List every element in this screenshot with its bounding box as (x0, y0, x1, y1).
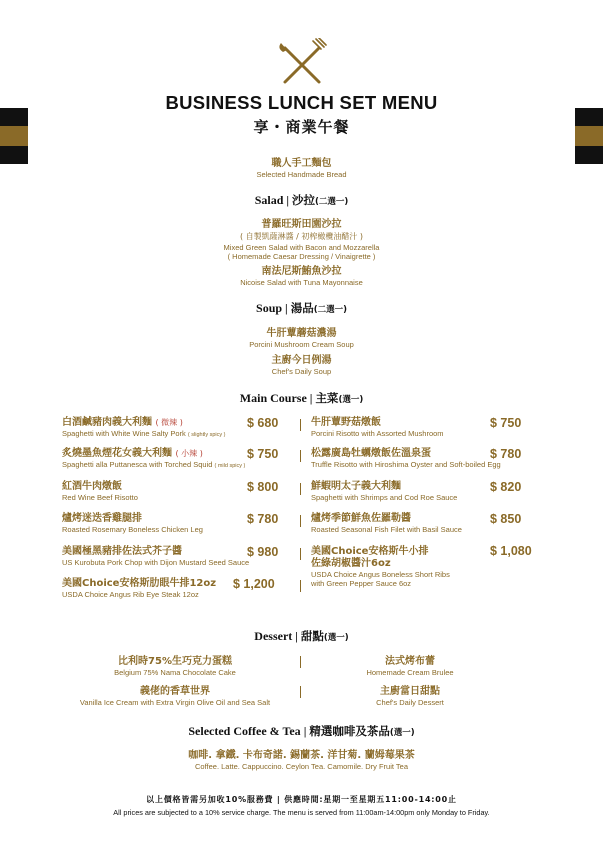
main-left-item-3 (62, 481, 138, 502)
main-separator-6 (300, 580, 301, 592)
salad-choice: (二選一) (315, 197, 349, 207)
soup-title-zh: 湯品 (290, 301, 314, 315)
main-r5-zh: 美國Choice安格斯牛小排 (311, 546, 429, 557)
dessert-title-zh: 甜點 (300, 629, 324, 643)
main-l1-en: Spaghetti with White Wine Salty Pork (62, 429, 186, 438)
dessert-right-item-2 (310, 686, 510, 707)
dessert-separator-1 (300, 656, 301, 668)
main-r2-en: Truffle Risotto with Hiroshima Oyster and Soft-boiled Egg (311, 460, 501, 469)
bread-zh: 職人手工麵包 (271, 158, 332, 169)
dessert-choice: (選一) (323, 633, 349, 643)
main-r3-en: Spaghetti with Shrimps and Cod Roe Sauce (311, 493, 458, 502)
bread-en: Selected Handmade Bread (256, 170, 347, 179)
salad-1-en: Mixed Green Salad with Bacon and Mozzarella (223, 243, 380, 252)
main-r5-price: $ 1,080 (490, 544, 532, 558)
salad-item-2 (0, 266, 603, 287)
dessert-r1-zh: 法式烤布蕾 (385, 656, 435, 667)
main-l3-zh: 紅酒牛肉燉飯 (62, 481, 122, 492)
main-l4-en: Roasted Rosemary Boneless Chicken Leg (62, 525, 203, 534)
soup-1-en: Porcini Mushroom Cream Soup (249, 340, 354, 349)
main-l5-price: $ 980 (247, 545, 279, 559)
salad-2-en: Nicoise Salad with Tuna Mayonnaise (240, 278, 363, 287)
main-left-item-1 (62, 417, 226, 440)
main-left-item-5 (62, 546, 249, 567)
main-right-item-5 (311, 546, 450, 588)
main-r5-en: USDA Choice Angus Boneless Short Ribs (311, 570, 450, 579)
main-r2-zh: 松露廣島牡蠣燉飯佐溫泉蛋 (311, 448, 431, 459)
salad-1-zh: 普羅旺斯田園沙拉 (261, 219, 342, 230)
main-heading: Main Course | 主菜(選一) (239, 391, 364, 405)
main-l6-zh: 美國Choice安格斯肋眼牛排12oz (62, 578, 217, 589)
main-separator-4 (300, 515, 301, 527)
soup-item-1 (0, 328, 603, 349)
main-l1-zh: 白酒鹹豬肉義大利麵 (62, 417, 152, 428)
main-r4-zh: 爐烤季節鮮魚佐羅勒醬 (311, 513, 411, 524)
menu-title-en: BUSINESS LUNCH SET MENU (165, 92, 438, 113)
main-separator-5 (300, 548, 301, 560)
crossed-fork-knife-icon (275, 38, 329, 86)
coffee-title-en: Selected Coffee & Tea (188, 724, 301, 738)
main-right-item-1 (311, 417, 444, 438)
main-separator-2 (300, 450, 301, 462)
coffee-choice: (選一) (389, 728, 415, 738)
dessert-r2-zh: 主廚當日甜點 (380, 686, 440, 697)
coffee-title-zh: 精選咖啡及茶品 (309, 724, 390, 738)
salad-title-zh: 沙拉 (292, 193, 316, 207)
menu-title-zh: 享・商業午餐 (253, 118, 350, 136)
dessert-r2-en: Chef's Daily Dessert (376, 698, 444, 707)
main-r5-zh2: 佐綠胡椒醬汁6oz (311, 558, 391, 569)
salad-title-en: Salad (254, 193, 284, 207)
dessert-right-item-1 (310, 656, 510, 677)
main-l1-price: $ 680 (247, 416, 279, 430)
main-l2-en: Spaghetti alla Puttanesca with Torched Squid (62, 460, 213, 469)
dessert-l1-zh: 比利時75%生巧克力蛋糕 (118, 656, 232, 667)
main-l5-en: US Kurobuta Pork Chop with Dijon Mustard Seed Sauce (62, 558, 250, 567)
dessert-r1-en: Homemade Cream Brulee (366, 668, 454, 677)
salad-heading: Salad | 沙拉(二選一) (254, 193, 349, 207)
main-l4-price: $ 780 (247, 512, 279, 526)
coffee-heading: Selected Coffee & Tea | 精選咖啡及茶品(選一) (188, 724, 415, 738)
soup-choice: (二選一) (313, 305, 347, 315)
main-l2-note: ( mild spicy ) (214, 463, 246, 469)
main-r4-en: Roasted Seasonal Fish Filet with Basil Sauce (311, 525, 462, 534)
coffee-item (0, 750, 603, 771)
footer-en: All prices are subjected to a 10% service charge. The menu is served from 11:00am-14:00pm only Monday to Friday. (113, 808, 490, 817)
soup-item-2 (0, 355, 603, 376)
main-title-en: Main Course (239, 391, 307, 405)
main-l6-en: USDA Choice Angus Rib Eye Steak 12oz (62, 590, 199, 599)
coffee-en: Coffee. Latte. Cappuccino. Ceylon Tea. Camomile. Dry Fruit Tea (194, 762, 409, 771)
soup-1-zh: 牛肝蕈蘑菇濃湯 (266, 328, 337, 339)
main-left-item-2 (62, 448, 245, 471)
soup-heading: Soup | 湯品(二選一) (256, 301, 347, 315)
main-left-item-6 (62, 578, 216, 599)
soup-2-en: Chef's Daily Soup (271, 367, 332, 376)
main-r5-en2: with Green Pepper Sauce 6oz (311, 579, 412, 588)
salad-1-en2: ( Homemade Caesar Dressing / Vinaigrette ) (227, 252, 376, 261)
main-l1-note: ( slightly spicy ) (187, 432, 226, 438)
main-l2-zh: 炙燒墨魚煙花女義大利麵 (62, 448, 172, 459)
main-separator-3 (300, 483, 301, 495)
main-r1-en: Porcini Risotto with Assorted Mushroom (311, 429, 444, 438)
dessert-l2-zh: 義佬的香草世界 (140, 686, 210, 697)
dessert-title-en: Dessert (254, 629, 293, 643)
dessert-l2-en: Vanilla Ice Cream with Extra Virgin Olive Oil and Sea Salt (79, 698, 271, 707)
main-r3-price: $ 820 (490, 480, 522, 494)
main-l3-en: Red Wine Beef Risotto (62, 493, 138, 502)
salad-1-zh2: ( 自製凱薩淋醬 / 初榨橄欖油醋汁 ) (239, 232, 364, 241)
dessert-heading: Dessert | 甜點(選一) (254, 629, 349, 643)
dessert-left-item-1 (50, 656, 300, 677)
dessert-left-item-2 (50, 686, 300, 707)
main-r4-price: $ 850 (490, 512, 522, 526)
main-l2-tag: ( 小辣 ) (175, 449, 203, 458)
main-right-item-2 (311, 448, 501, 469)
main-r1-zh: 牛肝蕈野菇燉飯 (311, 417, 381, 428)
main-r1-price: $ 750 (490, 416, 522, 430)
coffee-zh: 咖啡. 拿鐵. 卡布奇諾. 錫蘭茶. 洋甘菊. 蘭姆莓果茶 (188, 750, 415, 761)
main-choice: (選一) (338, 395, 364, 405)
salad-2-zh: 南法尼斯鮪魚沙拉 (261, 266, 342, 277)
soup-2-zh: 主廚今日例湯 (271, 355, 332, 366)
dessert-separator-2 (300, 686, 301, 698)
main-l2-price: $ 750 (247, 447, 279, 461)
main-left-item-4 (62, 513, 203, 534)
main-right-item-3 (311, 481, 457, 502)
main-l1-tag: ( 微辣 ) (155, 418, 183, 427)
main-right-item-4 (311, 513, 462, 534)
main-l3-price: $ 800 (247, 480, 279, 494)
main-title-zh: 主菜 (315, 391, 339, 405)
main-r2-price: $ 780 (490, 447, 522, 461)
main-l6-price: $ 1,200 (233, 577, 275, 591)
main-l4-zh: 爐烤迷迭香雞腿排 (62, 513, 142, 524)
main-r3-zh: 鮮蝦明太子義大利麵 (311, 481, 401, 492)
dessert-l1-en: Belgium 75% Nama Chocolate Cake (114, 668, 236, 677)
main-separator-1 (300, 419, 301, 431)
salad-item-1 (0, 219, 603, 261)
footer-zh: 以上價格皆需另加收10%服務費 | 供應時間:星期一至星期五11:00-14:00止 (146, 795, 457, 804)
main-l5-zh: 美國極黑豬排佐法式芥子醬 (62, 546, 182, 557)
soup-title-en: Soup (256, 301, 283, 315)
bread-item (0, 158, 603, 179)
